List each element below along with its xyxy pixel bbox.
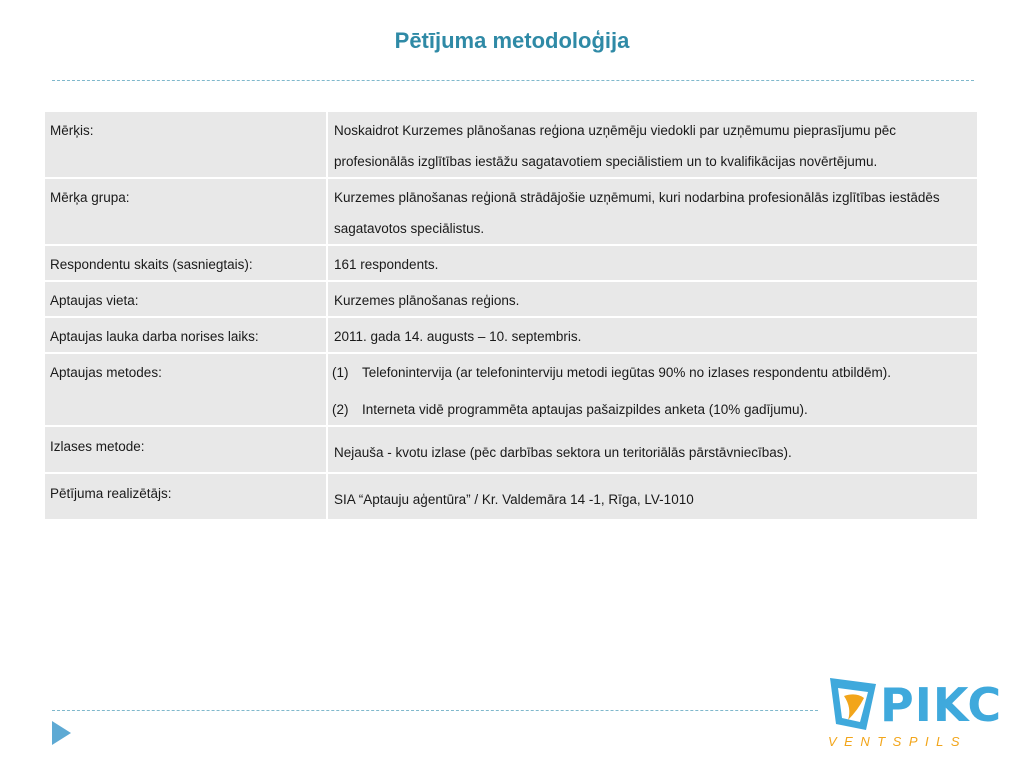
list-item-text: Telefonintervija (ar telefoninterviju metodi iegūtas 90% no izlases respondentu atbildēm). <box>362 365 892 380</box>
method-list <box>334 357 969 425</box>
top-divider <box>52 80 974 81</box>
list-item-number: (1) <box>332 365 349 380</box>
row-value: 161 respondents. <box>328 246 977 282</box>
list-item <box>334 394 969 425</box>
row-label: Aptaujas vieta: <box>45 282 328 318</box>
table-row <box>45 474 977 521</box>
row-value: 2011. gada 14. augusts – 10. septembris. <box>328 318 977 354</box>
row-value: Noskaidrot Kurzemes plānošanas reģiona uzņēmēju viedokli par uzņēmumu pieprasījumu pēc profesionālās izglītības iestāžu sagatavotiem speciālistiem un to kvalifikācijas novērtējumu. <box>328 112 977 179</box>
row-label: Respondentu skaits (sasniegtais): <box>45 246 328 282</box>
logo-subtitle: VENTSPILS <box>828 734 968 749</box>
table-row <box>45 179 977 246</box>
row-label: Pētījuma realizētājs: <box>45 474 328 521</box>
table-row <box>45 354 977 427</box>
row-value <box>328 354 977 427</box>
table-row <box>45 427 977 474</box>
row-label: Izlases metode: <box>45 427 328 474</box>
row-label: Aptaujas lauka darba norises laiks: <box>45 318 328 354</box>
row-label: Mērķa grupa: <box>45 179 328 246</box>
list-item <box>334 357 969 388</box>
row-label: Mērķis: <box>45 112 328 179</box>
table-row <box>45 246 977 282</box>
row-value: SIA “Aptauju aģentūra” / Kr. Valdemāra 14 -1, Rīga, LV-1010 <box>328 474 977 521</box>
list-item-text: Interneta vidē programmēta aptaujas pašaizpildes anketa (10% gadījumu). <box>362 402 808 417</box>
table-row <box>45 318 977 354</box>
list-item-number: (2) <box>332 402 349 417</box>
table-row <box>45 282 977 318</box>
table-row <box>45 112 977 179</box>
methodology-table <box>45 112 977 521</box>
bottom-divider <box>52 710 818 711</box>
logo-name: PIKC <box>880 678 1003 732</box>
row-value: Kurzemes plānošanas reģionā strādājošie uzņēmumi, kuri nodarbina profesionālās izglītības iestādēs sagatavotos speciālistus. <box>328 179 977 246</box>
row-value: Nejauša - kvotu izlase (pēc darbības sektora un teritoriālās pārstāvniecības). <box>328 427 977 474</box>
row-label: Aptaujas metodes: <box>45 354 328 427</box>
logo-mark-icon <box>826 674 880 734</box>
pikc-logo <box>826 674 1003 754</box>
row-value: Kurzemes plānošanas reģions. <box>328 282 977 318</box>
play-arrow-icon <box>52 721 71 745</box>
slide-title: Pētījuma metodoloģija <box>394 28 630 53</box>
